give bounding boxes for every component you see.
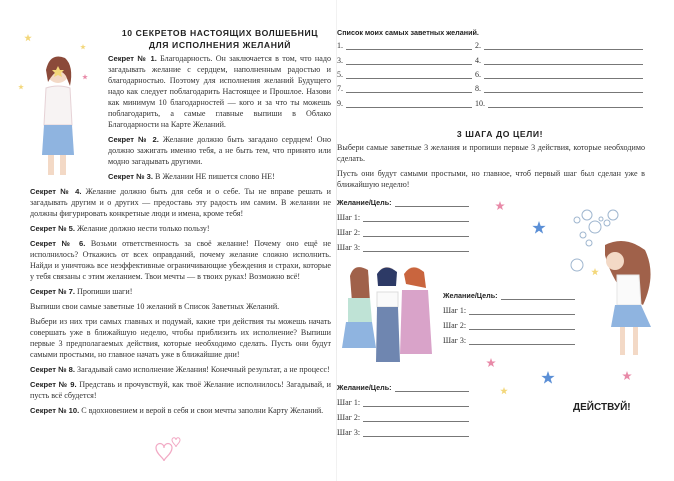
wish-list-row[interactable] <box>475 84 643 93</box>
wish-number: 5. <box>337 70 343 79</box>
goal-label: Желание/Цель: <box>337 383 392 392</box>
goal-label: Желание/Цель: <box>337 198 392 207</box>
title-line-2: ДЛЯ ИСПОЛНЕНИЯ ЖЕЛАНИЙ <box>148 40 292 50</box>
step-label: Шаг 1: <box>337 398 361 407</box>
action-text: ДЕЙСТВУЙ! <box>573 402 631 413</box>
girl-with-stars-illustration <box>10 30 100 180</box>
wish-list-row[interactable] <box>475 70 643 79</box>
step-label: Шаг 1: <box>443 306 467 315</box>
wish-input-line[interactable] <box>484 70 643 79</box>
wish-input-line[interactable] <box>346 99 472 108</box>
star-icon <box>495 201 505 210</box>
steps-para-2: Пусть они будут самыми простыми, но главное, чтоб первый шаг был сделан уже в ближайшую неделю! <box>337 169 645 189</box>
wish-number: 2. <box>475 41 481 50</box>
step-label: Шаг 3: <box>443 336 467 345</box>
star-icon <box>82 74 88 79</box>
star-icon <box>591 268 599 275</box>
secret-5: Секрет № 5. Желание должно нести только пользу! <box>30 224 210 233</box>
star-icon <box>500 387 508 394</box>
wish-list-title: Список моих самых заветных желаний. <box>337 28 479 37</box>
title-line-1: 10 СЕКРЕТОВ НАСТОЯЩИХ ВОЛШЕБНИЦ <box>121 28 319 38</box>
star-icon <box>80 44 86 49</box>
wish-number: 1. <box>337 41 343 50</box>
wish-input-line[interactable] <box>346 41 472 50</box>
wish-input-line[interactable] <box>346 84 472 93</box>
step-label: Шаг 2: <box>337 413 361 422</box>
step-label: Шаг 2: <box>443 321 467 330</box>
star-icon <box>622 371 632 380</box>
wish-input-line[interactable] <box>488 99 643 108</box>
wish-input-line[interactable] <box>484 56 643 65</box>
wish-number: 9. <box>337 99 343 108</box>
secret-2: Секрет № 2. Желание должно быть загадано сердцем! Оно должно зажигать именно тебя, а не быть тем, что принято или модно загадывать другими. <box>108 135 332 166</box>
star-icon <box>24 34 32 41</box>
wish-list-row[interactable] <box>337 41 472 50</box>
wish-number: 3. <box>337 56 343 65</box>
star-icon <box>486 358 496 367</box>
secret-3: Секрет № 3. В Желании НЕ пишется слово НЕ! <box>108 172 275 181</box>
wish-number: 6. <box>475 70 481 79</box>
steps-title: 3 ШАГА ДО ЦЕЛИ! <box>456 129 544 139</box>
star-icon <box>18 84 24 89</box>
secret-10: Секрет № 10. С вдохновением и верой в себя и свои мечты заполни Карту Желаний. <box>30 406 324 415</box>
wish-input-line[interactable] <box>346 56 472 65</box>
wish-list-row[interactable] <box>475 99 643 108</box>
wish-number: 7. <box>337 84 343 93</box>
secret-4: Секрет № 4. Желание должно быть для себя и о себе. Ты не вправе решать и загадывать другим и о других — предоставь эту радость им самим. В желании не должны фигурировать конкретные люди и имена, кроме тебя! <box>30 187 331 218</box>
step-label: Шаг 2: <box>337 228 361 237</box>
wish-list-row[interactable] <box>337 70 472 79</box>
secret-8: Секрет № 8. Загадывай само исполнение Желания! Конечный результат, а не процесс! <box>30 365 330 374</box>
stars-decoration <box>336 180 674 460</box>
star-icon <box>541 371 554 384</box>
wish-list-row[interactable] <box>337 56 472 65</box>
wish-list-row[interactable] <box>337 84 472 93</box>
hearts-decoration <box>148 436 188 466</box>
step-label: Шаг 3: <box>337 428 361 437</box>
steps-para-1: Выбери самые заветные 3 желания и пропиши первые 3 действия, которые необходимо сделать. <box>337 143 645 163</box>
wish-list-row[interactable] <box>337 99 472 108</box>
wish-input-line[interactable] <box>484 41 643 50</box>
step7-para-2: Выбери из них три самых главных и подумай, какие три действия ты можешь начать совершать уже в ближайшую неделю, чтобы приблизить их исполнение? Выпиши первые 3 предполагаемых действия, которые необходимо сделать. Пусть они будут самыми простыми, но главное начать уже в ближайшие дни! <box>30 317 331 359</box>
goal-label: Желание/Цель: <box>443 291 498 300</box>
wish-list-row[interactable] <box>475 41 643 50</box>
left-title <box>105 27 335 51</box>
wish-list-row[interactable] <box>475 56 643 65</box>
secret-6: Секрет № 6. Возьми ответственность за своё желание! Почему оно ещё не исполнилось? Откажись от всех оправданий, почему желание сложно исполнить. Найди и уничтожь все неэффективные ограничивающие убеждения и страхи, которые у тебя связаны с этим желанием. Твои мечты — в твоих руках! Возможно всё! <box>30 239 331 281</box>
wish-number: 10. <box>475 99 485 108</box>
step-label: Шаг 3: <box>337 243 361 252</box>
step-label: Шаг 1: <box>337 213 361 222</box>
secret-9: Секрет № 9. Представь и прочувствуй, как твоё Желание исполнилось! Загадывай, и пусть всё сбудется! <box>30 380 331 400</box>
step7-para-1: Выпиши свои самые заветные 10 желаний в Список Заветных Желаний. <box>30 302 280 311</box>
wish-input-line[interactable] <box>484 84 643 93</box>
wish-number: 4. <box>475 56 481 65</box>
wish-input-line[interactable] <box>346 70 472 79</box>
star-icon <box>532 221 545 234</box>
secret-1: Секрет № 1. Благодарность. Он заключается в том, что надо загадывать желание с сердцем, наполненным радостью и благодарностью. Поэтому для исполнения желаний Будущего надо как следует поблагодарить Настоящее и Прошлое. Назови как минимум 10 благодарностей — кого и за что ты можешь поблагодарить, а самые главные выпиши в Облако Благодарности на Карте Желаний. <box>108 54 331 129</box>
wish-number: 8. <box>475 84 481 93</box>
secret-7: Секрет № 7. Пропиши шаги! <box>30 287 133 296</box>
